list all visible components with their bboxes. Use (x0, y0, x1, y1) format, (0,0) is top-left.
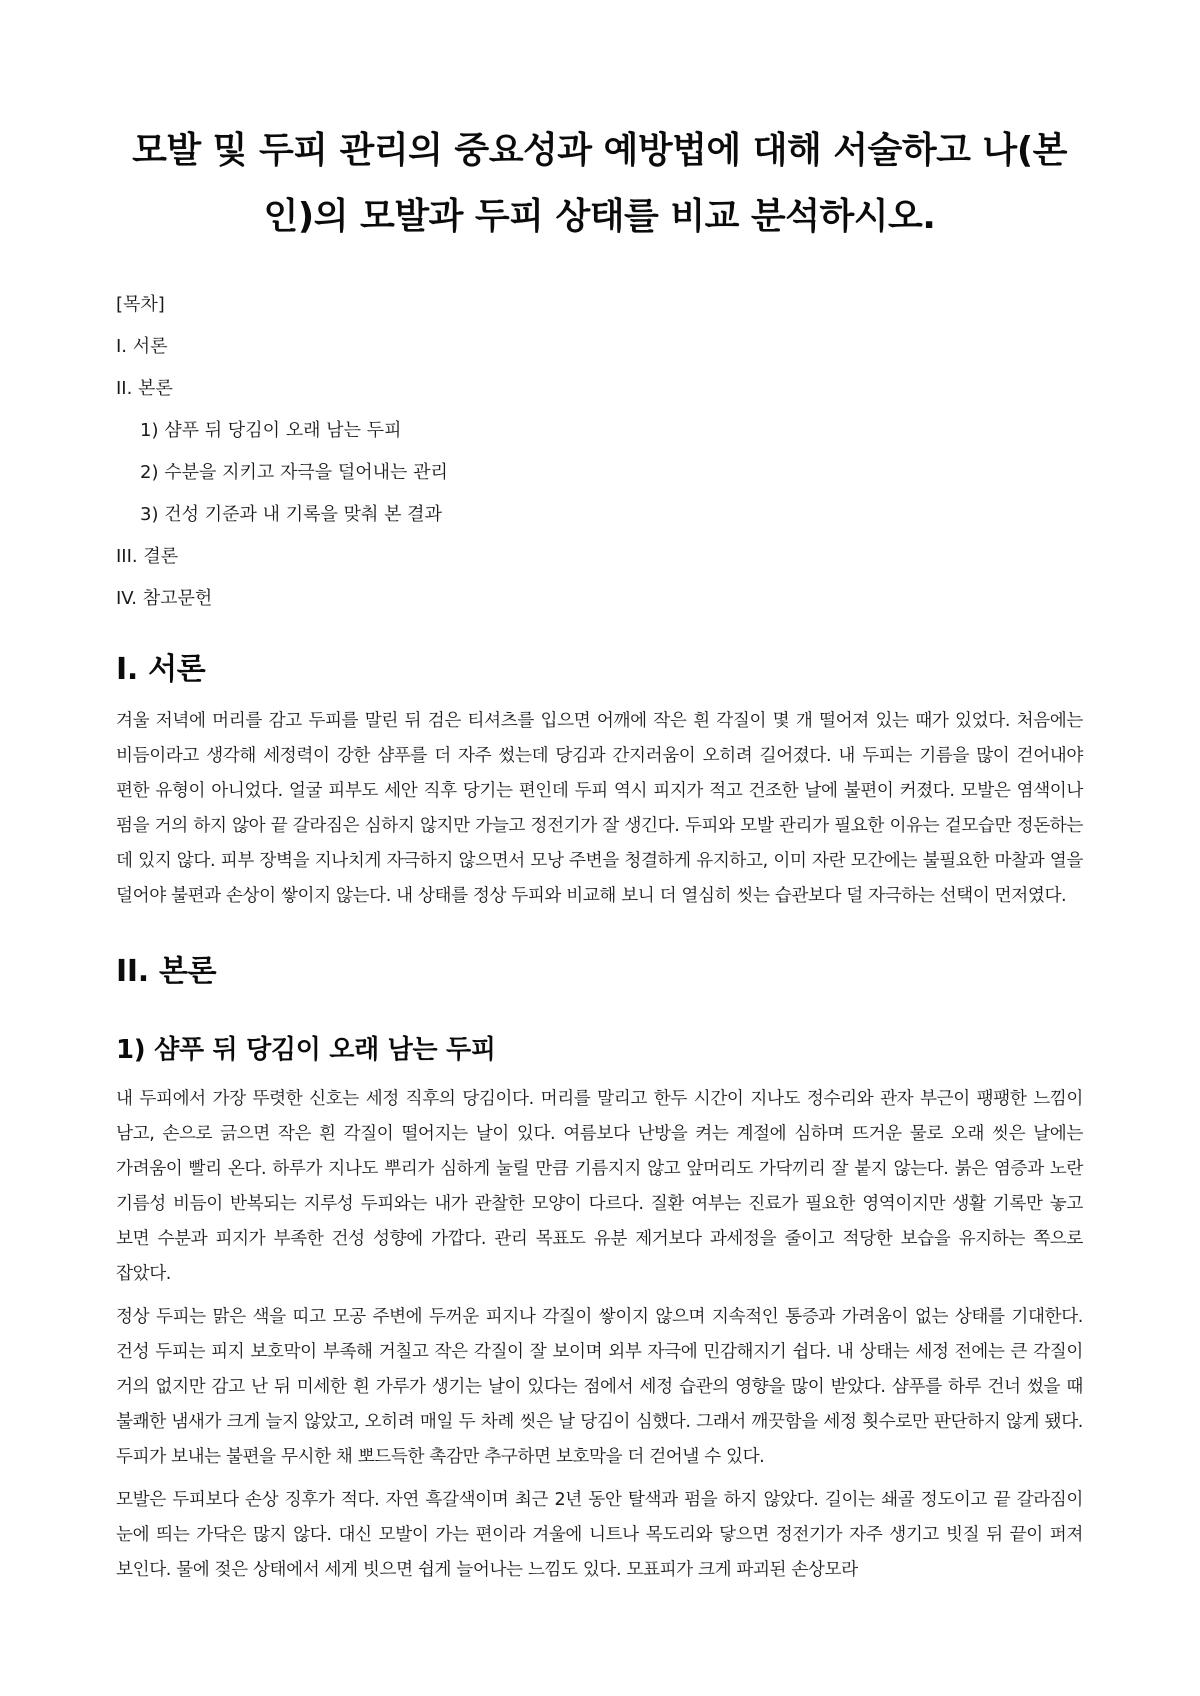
intro-paragraph: 겨울 저녁에 머리를 감고 두피를 말린 뒤 검은 티셔츠를 입으면 어깨에 작은 흰 각질이 몇 개 떨어져 있는 때가 있었다. 처음에는 비듬이라고 생각해 세정력이 강한 샴푸를 더 자주 썼는데 당김과 간지러움이 오히려 길어졌다. 내 두피는 기름을 많이 걷어내야 편한 유형이 아니었다. 얼굴 피부도 세안 직후 당기는 편인데 두피 역시 피지가 적고 건조한 날에 불편이 커졌다. 모발은 염색이나 펌을 거의 하지 않아 끝 갈라짐은 심하지 않지만 가늘고 정전기가 잘 생긴다. 두피와 모발 관리가 필요한 이유는 겉모습만 정돈하는 데 있지 않다. 피부 장벽을 지나치게 자극하지 않으면서 모낭 주변을 청결하게 유지하고, 이미 자란 모간에는 불필요한 마찰과 열을 덜어야 불편과 손상이 쌓이지 않는다. 내 상태를 정상 두피와 비교해 보니 더 열심히 씻는 습관보다 덜 자극하는 선택이 먼저였다. (116, 711, 1083, 906)
section-heading-body: II. 본론 (116, 954, 217, 989)
section-heading-intro: I. 서론 (116, 652, 206, 687)
body-paragraph-1: 내 두피에서 가장 뚜렷한 신호는 세정 직후의 당김이다. 머리를 말리고 한두 시간이 지나도 정수리와 관자 부근이 팽팽한 느낌이 남고, 손으로 긁으면 작은 흰 각질이 떨어지는 날이 있다. 여름보다 난방을 켜는 계절에 심하며 뜨거운 물로 오래 씻은 날에는 가려움이 빨리 온다. 하루가 지나도 뿌리가 심하게 눌릴 만큼 기름지지 않고 앞머리도 가닥끼리 잘 붙지 않는다. 붉은 염증과 노란 기름성 비듬이 반복되는 지루성 두피와는 내가 관찰한 모양이 다르다. 질환 여부는 진료가 필요한 영역이지만 생활 기록만 놓고 보면 수분과 피지가 부족한 건성 성향에 가깝다. 관리 목표도 유분 제거보다 과세정을 줄이고 적당한 보습을 유지하는 쪽으로 잡았다. (116, 1089, 1083, 1284)
toc-item-body-1: 1) 샴푸 뒤 당김이 오래 남는 두피 (140, 420, 402, 441)
toc-item-body: II. 본론 (116, 378, 173, 399)
body-paragraph-3: 모발은 두피보다 손상 징후가 적다. 자연 흑갈색이며 최근 2년 동안 탈색과 펌을 하지 않았다. 길이는 쇄골 정도이고 끝 갈라짐이 눈에 띄는 가닥은 많지 않다. 대신 모발이 가는 편이라 겨울에 니트나 목도리와 닿으면 정전기가 자주 생기고 빗질 뒤 끝이 퍼져 보인다. 물에 젖은 상태에서 세게 빗으면 쉽게 늘어나는 느낌도 있다. 모표피가 크게 파괴된 손상모라 (116, 1490, 1083, 1580)
toc-item-body-2: 2) 수분을 지키고 자극을 덜어내는 관리 (140, 462, 448, 483)
table-of-contents (116, 284, 1083, 620)
toc-item-references: IV. 참고문헌 (116, 588, 213, 609)
toc-item-body-3: 3) 건성 기준과 내 기록을 맞춰 본 결과 (140, 504, 442, 525)
toc-item-conclusion: III. 결론 (116, 546, 179, 567)
toc-item-intro: I. 서론 (116, 336, 168, 357)
document-title: 모발 및 두피 관리의 중요성과 예방법에 대해 서술하고 나(본인)의 모발과 두피 상태를 비교 분석하시오. (132, 130, 1067, 237)
body-paragraph-2: 정상 두피는 맑은 색을 띠고 모공 주변에 두꺼운 피지나 각질이 쌓이지 않으며 지속적인 통증과 가려움이 없는 상태를 기대한다. 건성 두피는 피지 보호막이 부족해 거칠고 작은 각질이 잘 보이며 외부 자극에 민감해지기 쉽다. 내 상태는 세정 전에는 큰 각질이 거의 없지만 감고 난 뒤 미세한 흰 가루가 생기는 날이 있다는 점에서 세정 습관의 영향을 많이 받았다. 샴푸를 하루 건너 썼을 때 불쾌한 냄새가 크게 늘지 않았고, 오히려 매일 두 차례 씻은 날 당김이 심했다. 그래서 깨끗함을 세정 횟수로만 판단하지 않게 됐다. 두피가 보내는 불편을 무시한 채 뽀드득한 촉감만 추구하면 보호막을 더 걷어낼 수 있다. (116, 1307, 1083, 1467)
toc-label: [목차] (116, 294, 165, 315)
subsection-heading-1: 1) 샴푸 뒤 당김이 오래 남는 두피 (116, 1035, 496, 1065)
